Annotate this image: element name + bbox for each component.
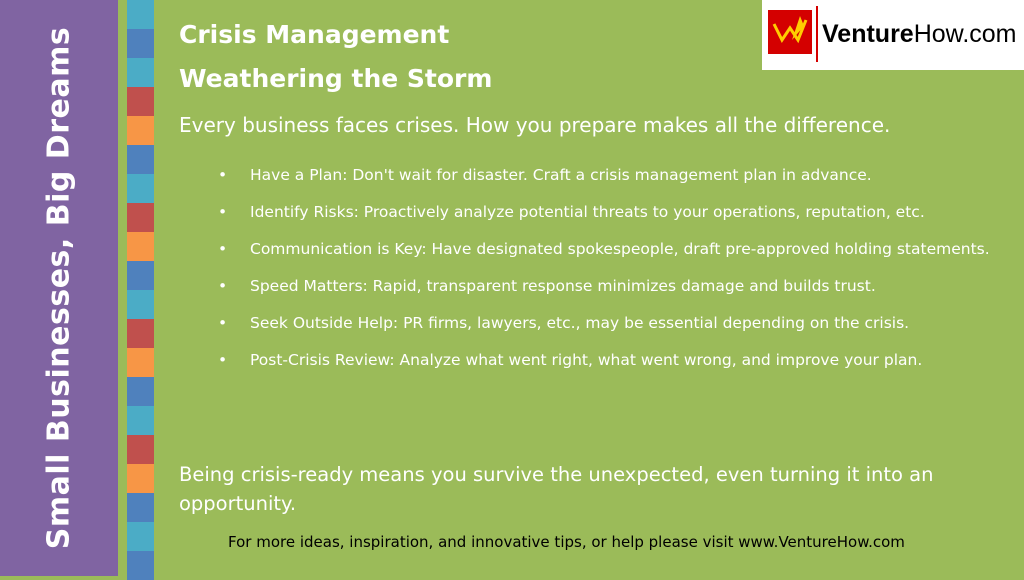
stripe-segment xyxy=(127,261,154,290)
stripe-segment xyxy=(127,290,154,319)
bullet-dot-icon: • xyxy=(218,166,228,184)
bullet-dot-icon: • xyxy=(218,314,228,332)
stripe-segment xyxy=(127,348,154,377)
footer-text: For more ideas, inspiration, and innovative tips, or help please visit www.VentureHow.com xyxy=(228,533,905,551)
logo-divider xyxy=(816,6,818,62)
sidebar-gap xyxy=(118,0,127,576)
color-stripe xyxy=(127,0,154,576)
closing-text: Being crisis-ready means you survive the unexpected, even turning it into an opportunity. xyxy=(179,463,934,515)
bullet-list xyxy=(218,157,1008,379)
bullet-text: Have a Plan: Don't wait for disaster. Craft a crisis management plan in advance. xyxy=(250,166,872,184)
bullet-dot-icon: • xyxy=(218,277,228,295)
stripe-segment xyxy=(127,319,154,348)
logo-brand-rest: How.com xyxy=(913,20,1017,48)
list-item xyxy=(218,342,1008,379)
sidebar-banner xyxy=(0,0,118,576)
intro-text: Every business faces crises. How you prepare makes all the difference. xyxy=(179,113,891,137)
logo-brand-bold: Venture xyxy=(822,20,914,48)
bullet-dot-icon: • xyxy=(218,351,228,369)
stripe-segment xyxy=(127,174,154,203)
bullet-text: Seek Outside Help: PR firms, lawyers, etc., may be essential depending on the crisis. xyxy=(250,314,910,332)
bullet-dot-icon: • xyxy=(218,203,228,221)
stripe-segment xyxy=(127,145,154,174)
stripe-segment xyxy=(127,406,154,435)
list-item xyxy=(218,305,1008,342)
stripe-segment xyxy=(127,116,154,145)
bullet-text: Communication is Key: Have designated spokespeople, draft pre-approved holding statements. xyxy=(250,240,990,258)
bullet-text: Speed Matters: Rapid, transparent response minimizes damage and builds trust. xyxy=(250,277,876,295)
stripe-segment xyxy=(127,87,154,116)
list-item xyxy=(218,268,1008,305)
stripe-segment xyxy=(127,0,154,29)
slide-title: Crisis Management xyxy=(179,20,450,49)
stripe-segment xyxy=(127,29,154,58)
stripe-segment xyxy=(127,522,154,551)
list-item xyxy=(218,231,1008,268)
stripe-segment xyxy=(127,493,154,522)
list-item xyxy=(218,194,1008,231)
stripe-segment xyxy=(127,232,154,261)
bullet-text: Identify Risks: Proactively analyze potential threats to your operations, reputation, etc. xyxy=(250,203,925,221)
list-item xyxy=(218,157,1008,194)
bullet-text: Post-Crisis Review: Analyze what went right, what went wrong, and improve your plan. xyxy=(250,351,923,369)
bullet-dot-icon: • xyxy=(218,240,228,258)
slide-subtitle: Weathering the Storm xyxy=(179,64,493,93)
venturehow-logo xyxy=(762,0,1024,70)
logo-wordmark xyxy=(822,20,1017,49)
stripe-segment xyxy=(127,58,154,87)
logo-arrow-icon xyxy=(768,10,812,54)
sidebar-slogan: Small Businesses, Big Dreams xyxy=(41,26,77,550)
stripe-segment xyxy=(127,377,154,406)
stripe-segment xyxy=(127,203,154,232)
stripe-segment xyxy=(127,435,154,464)
stripe-segment xyxy=(127,464,154,493)
